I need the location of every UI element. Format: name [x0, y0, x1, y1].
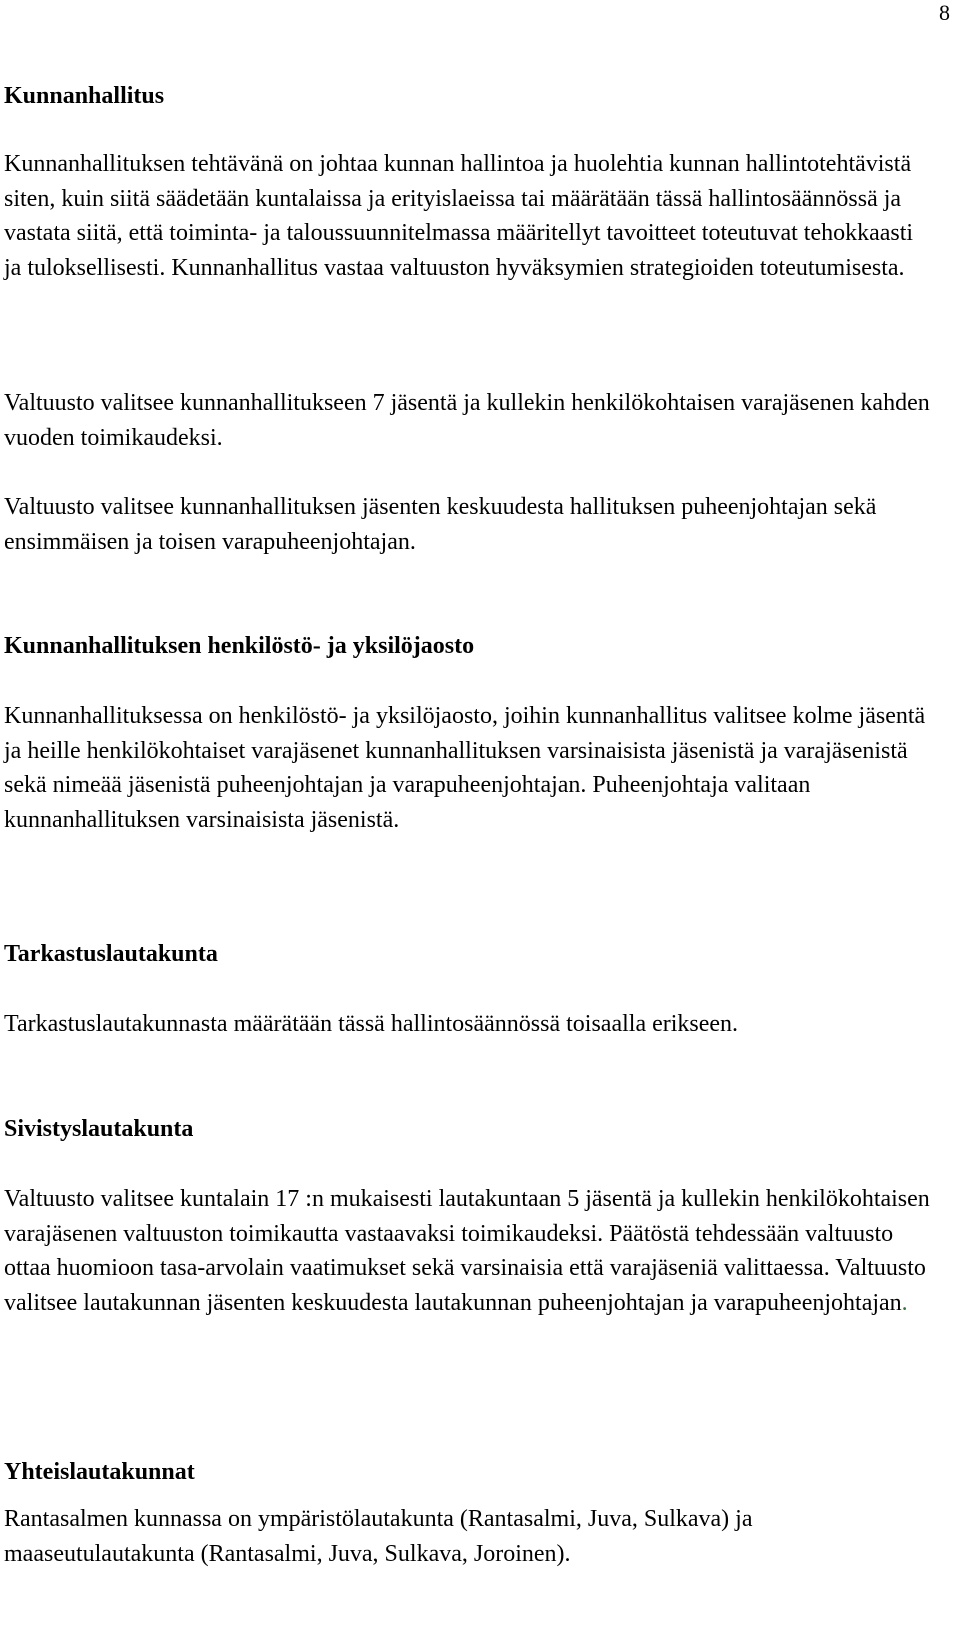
section-heading: Yhteislautakunnat [4, 1459, 195, 1485]
section-tarkastuslautakunta-body [4, 1007, 934, 1042]
section-yhteislautakunnat-body [4, 1502, 934, 1571]
section-kunnanhallitus [4, 82, 934, 110]
section-sivistyslautakunta [4, 1115, 934, 1143]
paragraph: Valtuusto valitsee kunnanhallituksen jäsenten keskuudesta hallituksen puheenjohtajan sekä ensimmäisen ja toisen varapuheenjohtajan. [4, 494, 877, 555]
section-tarkastuslautakunta [4, 940, 934, 968]
section-heading: Sivistyslautakunta [4, 1116, 194, 1142]
section-heading: Tarkastuslautakunta [4, 941, 218, 967]
paragraph-text: Valtuusto valitsee kuntalain 17 :n mukaisesti lautakuntaan 5 jäsentä ja kullekin henkilökohtaisen varajäsenen valtuuston toimikautta vastaavaksi toimikaudeksi. Päätöstä tehdessään valtuusto ottaa huomioon tasa-arvolain vaatimukset sekä varsinaisia että varajäseniä valittaessa. Valtuusto valitsee lautakunnan jäsenten keskuudesta lautakunnan puheenjohtajan ja varapuheenjohtajan [4, 1186, 930, 1316]
paragraph [4, 1182, 934, 1320]
section-henkilosto-jaosto-body [4, 699, 934, 837]
section-kunnanhallitus-body-2 [4, 386, 934, 455]
paragraph: Rantasalmen kunnassa on ympäristölautakunta (Rantasalmi, Juva, Sulkava) ja maaseutulautakunta (Rantasalmi, Juva, Sulkava, Joroinen). [4, 1506, 753, 1567]
trailing-mark: . [901, 1289, 908, 1316]
section-heading: Kunnanhallituksen henkilöstö- ja yksilöjaosto [4, 633, 475, 659]
page-number: 8 [939, 0, 950, 25]
section-henkilosto-jaosto [4, 632, 934, 660]
paragraph: Valtuusto valitsee kunnanhallitukseen 7 jäsentä ja kullekin henkilökohtaisen varajäsenen kahden vuoden toimikaudeksi. [4, 390, 930, 451]
section-kunnanhallitus-body [4, 147, 934, 285]
paragraph: Tarkastuslautakunnasta määrätään tässä hallintosäännössä toisaalla erikseen. [4, 1011, 739, 1037]
paragraph: Kunnanhallituksen tehtävänä on johtaa kunnan hallintoa ja huolehtia kunnan hallintotehtävistä siten, kuin siitä säädetään kuntalaissa ja erityislaeissa tai määrätään tässä hallintosäännössä ja vastata siitä, että toiminta- ja taloussuunnitelmassa määritellyt tavoitteet toteutuvat tehokkaasti ja tuloksellisesti. Kunnanhallitus vastaa valtuuston hyväksymien strategioiden toteutumisesta. [4, 151, 914, 281]
section-yhteislautakunnat [4, 1458, 934, 1486]
paragraph: Kunnanhallituksessa on henkilöstö- ja yksilöjaosto, joihin kunnanhallitus valitsee kolme jäsentä ja heille henkilökohtaiset varajäsenet kunnanhallituksen varsinaisista jäsenistä ja varajäsenistä sekä nimeää jäsenistä puheenjohtajan ja varapuheenjohtajan. Puheenjohtaja valitaan kunnanhallituksen varsinaisista jäsenistä. [4, 703, 926, 833]
section-sivistyslautakunta-body [4, 1182, 934, 1320]
section-heading: Kunnanhallitus [4, 83, 165, 109]
section-kunnanhallitus-body-3 [4, 490, 934, 559]
